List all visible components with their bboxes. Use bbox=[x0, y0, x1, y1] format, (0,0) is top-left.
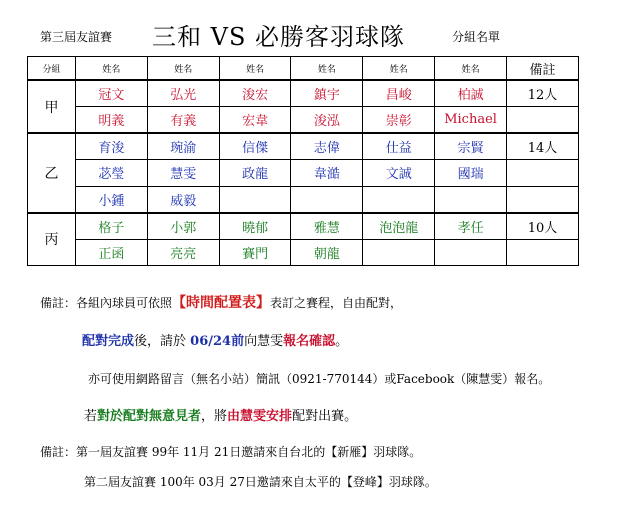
table-row bbox=[28, 133, 579, 160]
schedule-table-label: 【時間配置表】 bbox=[172, 295, 271, 311]
player-cell: 韋澔 bbox=[291, 160, 363, 186]
roster-label: 分組名單 bbox=[452, 30, 501, 44]
note-cell bbox=[507, 186, 579, 213]
header-name: 姓名 bbox=[76, 57, 148, 81]
event-label: 第三屆友誼賽 bbox=[40, 30, 113, 44]
player-cell: 賽門 bbox=[219, 239, 291, 265]
player-cell: 正函 bbox=[76, 239, 148, 265]
player-cell: 柏誠 bbox=[435, 80, 507, 107]
header-name: 姓名 bbox=[363, 57, 435, 81]
player-cell bbox=[363, 239, 435, 265]
page-title bbox=[0, 14, 640, 51]
player-cell: 鎮宇 bbox=[291, 80, 363, 107]
note-line-arrangement bbox=[84, 405, 357, 424]
player-cell: 國瑞 bbox=[435, 160, 507, 186]
player-cell: 孝任 bbox=[435, 213, 507, 240]
player-cell: 志偉 bbox=[291, 133, 363, 160]
player-cell: 政龍 bbox=[219, 160, 291, 186]
player-cell: 苾瑩 bbox=[76, 160, 148, 186]
player-cell: Michael bbox=[435, 107, 507, 134]
table-row bbox=[28, 186, 579, 213]
player-cell: 泡泡龍 bbox=[363, 213, 435, 240]
note-text: 後，請於 bbox=[134, 334, 191, 349]
player-cell bbox=[363, 186, 435, 213]
pairing-done-label: 配對完成 bbox=[82, 334, 135, 349]
note-text: 表訂之賽程，自由配對， bbox=[270, 296, 403, 310]
note-cell: 12人 bbox=[507, 80, 579, 107]
player-cell: 有義 bbox=[147, 107, 219, 134]
table-header-row bbox=[28, 57, 579, 81]
player-cell: 弘光 bbox=[147, 80, 219, 107]
header-name: 姓名 bbox=[435, 57, 507, 81]
player-cell: 崇彰 bbox=[363, 107, 435, 134]
player-cell bbox=[435, 239, 507, 265]
deadline-date: 06/24前 bbox=[190, 334, 245, 349]
note-text: 若 bbox=[84, 409, 98, 424]
note-line-schedule bbox=[40, 292, 402, 312]
note-text: 向慧雯 bbox=[244, 334, 284, 349]
note-cell: 10人 bbox=[507, 213, 579, 240]
player-cell: 宗賢 bbox=[435, 133, 507, 160]
header-name: 姓名 bbox=[147, 57, 219, 81]
player-cell: 琬渝 bbox=[147, 133, 219, 160]
player-cell: 昌峻 bbox=[363, 80, 435, 107]
player-cell: 浚泓 bbox=[291, 107, 363, 134]
table-row bbox=[28, 213, 579, 240]
player-cell: 宏韋 bbox=[219, 107, 291, 134]
note-line-deadline bbox=[82, 330, 348, 349]
header-note: 備註 bbox=[507, 57, 579, 81]
table-row bbox=[28, 239, 579, 265]
table-row bbox=[28, 107, 579, 134]
player-cell: 朝龍 bbox=[291, 239, 363, 265]
player-cell bbox=[435, 186, 507, 213]
player-cell: 育浚 bbox=[76, 133, 148, 160]
player-cell: 浚宏 bbox=[219, 80, 291, 107]
roster-table bbox=[27, 56, 579, 266]
arranged-by-label: 由慧雯安排 bbox=[227, 409, 293, 424]
player-cell: 曉郁 bbox=[219, 213, 291, 240]
group-cell-c: 丙 bbox=[28, 213, 76, 266]
header-group: 分組 bbox=[28, 57, 76, 81]
header-name: 姓名 bbox=[291, 57, 363, 81]
player-cell: 小郭 bbox=[147, 213, 219, 240]
player-cell: 雅慧 bbox=[291, 213, 363, 240]
player-cell: 威毅 bbox=[147, 186, 219, 213]
note-cell bbox=[507, 107, 579, 134]
note-line-history-2: 第二屆友誼賽 100年 03月 27日邀請來自太平的【登峰】羽球隊。 bbox=[84, 475, 437, 489]
note-cell: 14人 bbox=[507, 133, 579, 160]
group-cell-a: 甲 bbox=[28, 80, 76, 133]
note-line-contact: 亦可使用網路留言（無名小站）簡訊（0921-770144）或Facebook（陳慧雯）報名。 bbox=[88, 372, 551, 386]
player-cell: 亮亮 bbox=[147, 239, 219, 265]
note-text: 備註：各組內球員可依照 bbox=[40, 296, 173, 310]
player-cell: 明義 bbox=[76, 107, 148, 134]
table-row bbox=[28, 80, 579, 107]
player-cell bbox=[291, 186, 363, 213]
header-name: 姓名 bbox=[219, 57, 291, 81]
note-text: 。 bbox=[335, 334, 349, 349]
match-title: 三和 VS 必勝客羽球隊 bbox=[152, 23, 406, 51]
no-preference-label: 對於配對無意見者 bbox=[97, 409, 202, 424]
player-cell: 慧雯 bbox=[147, 160, 219, 186]
player-cell: 格子 bbox=[76, 213, 148, 240]
player-cell: 信傑 bbox=[219, 133, 291, 160]
table-row bbox=[28, 160, 579, 186]
note-line-history-1: 備註：第一屆友誼賽 99年 11月 21日邀請來自台北的【新雁】羽球隊。 bbox=[40, 445, 422, 459]
group-cell-b: 乙 bbox=[28, 133, 76, 212]
note-text: ，將 bbox=[201, 409, 228, 424]
confirm-label: 報名確認 bbox=[283, 334, 336, 349]
player-cell: 文誠 bbox=[363, 160, 435, 186]
note-text: 配對出賽。 bbox=[292, 409, 358, 424]
player-cell: 小鍾 bbox=[76, 186, 148, 213]
player-cell bbox=[219, 186, 291, 213]
player-cell: 冠文 bbox=[76, 80, 148, 107]
note-cell bbox=[507, 160, 579, 186]
note-cell bbox=[507, 239, 579, 265]
player-cell: 仕益 bbox=[363, 133, 435, 160]
